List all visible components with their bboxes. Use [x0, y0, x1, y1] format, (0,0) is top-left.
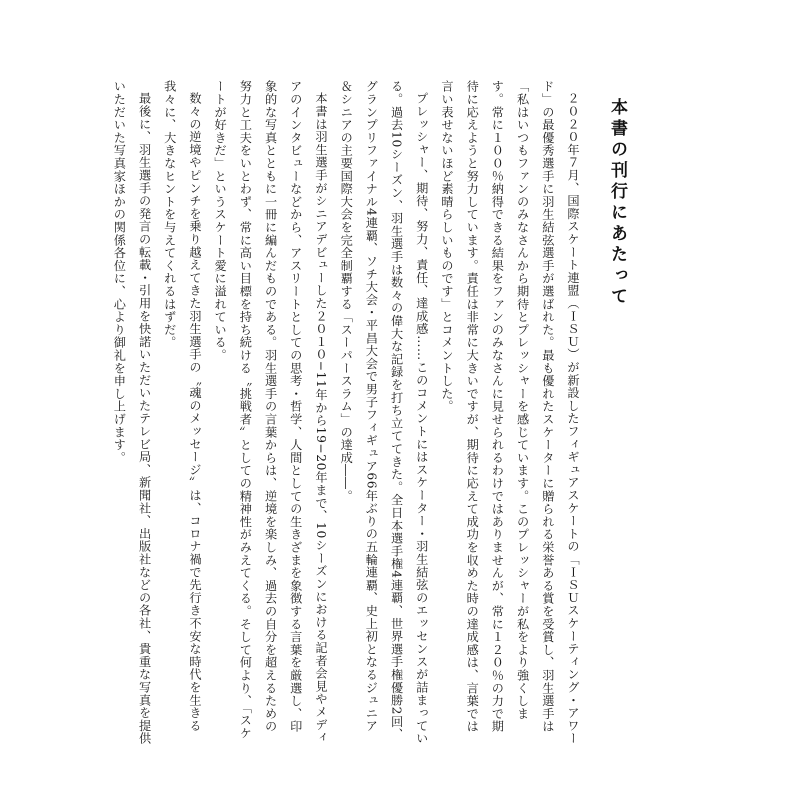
- paragraph-4: 数々の逆境やピンチを乗り越えてきた羽生選手の〝魂のメッセージ〟は、コロナ禍で先行き不安な時代を生きる我々に、大きなヒントを与えてくれるはずだ。: [162, 80, 202, 733]
- body-text: [106, 80, 585, 745]
- paragraph-5: 最後に、羽生選手の発言の転載・引用を快諾いただいたテレビ局、新聞社、出版社などの各社、貴重な写真を提供いただいた写真家ほかの関係各位に、心より御礼を申し上げます。: [112, 80, 152, 745]
- paragraph-2: プレッシャー、期待、努力、責任、達成感……このコメントにはスケーター・羽生結弦のエッセンスが詰まっている。過去10シーズン、羽生選手は数々の偉大な記録を打ち立ててきた。全日本選手権4連覇、世界選手権優勝2回、グランプリファイナル4連覇、ソチ大会・平昌大会で男子フィギュア66年ぶりの五輪連覇、史上初となるジュニア＆シニアの主要国際大会を完全制覇する「スーパースラム」の達成――。: [339, 80, 429, 745]
- paragraph-3: 本書は羽生選手がシニアデビューした２０１０−11年から19−20年まで、10シーズンにおける記者会見やメディアのインタビューなどから、アスリートとしての思考・哲学、人間としての生きざまを象徴する言葉を厳選し、印象的な写真とともに一冊に編んだものである。羽生選手の言葉からは、逆境を楽しみ、過去の自分を超えるための努力と工夫をいとわず、常に高い目標を持ち続ける〝挑戦者〟としての精神性がみえてくる。そして何より、「スケートが好きだ」というスケート愛に溢れている。: [213, 80, 328, 744]
- text-area: [112, 80, 630, 745]
- page-title: 本書の刊行にあたって: [607, 98, 627, 308]
- paragraph-1: ２０２０年７月、国際スケート連盟（ＩＳＵ）が新設したフィギュアスケートの「ＩＳＵスケーティング・アワード」の最優秀選手に羽生結弦選手が選ばれた。最も優れたスケーターに贈られる栄誉ある賞を受賞し、羽生選手は「私はいつもファンのみなさんから期待とプレッシャーを感じています。このプレッシャーが私をより強くします。常に１００％納得できる結果をファンのみなさんに見せられるわけではありませんが、常に１２０％の力で期待に応えようと努力しています。責任は非常に大きいですが、期待に応えて成功を収めた時の達成感は、言葉では言い表せないほど素晴らしいものです」とコメントした。: [439, 80, 580, 745]
